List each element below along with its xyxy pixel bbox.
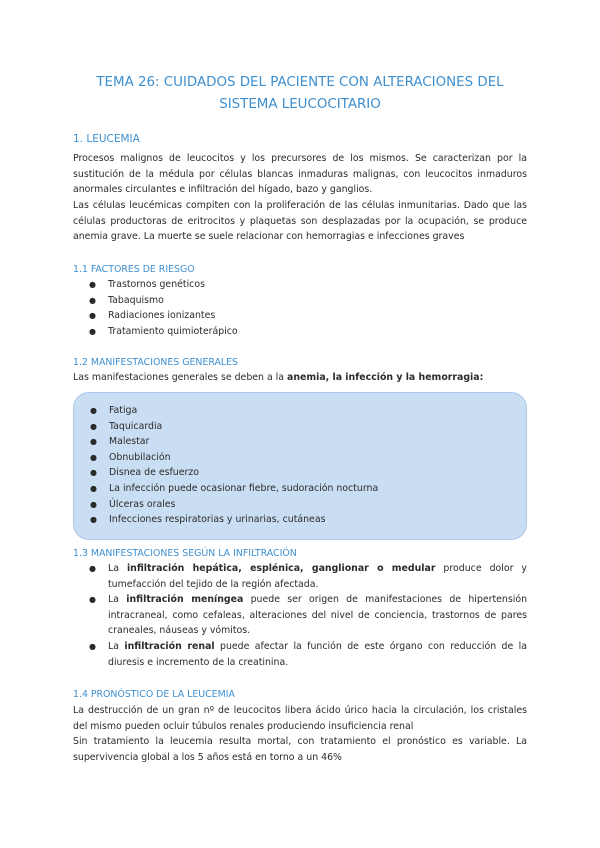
section-heading-factores-riesgo: 1.1 FACTORES DE RIESGO (73, 264, 195, 275)
bullet-icon: ● (90, 499, 97, 509)
title-line-1: TEMA 26: CUIDADOS DEL PACIENTE CON ALTERACIONES DEL (96, 75, 504, 90)
bullet-icon: ● (90, 452, 97, 462)
list-item: ● Fatiga (74, 403, 528, 419)
bullet-icon: ● (90, 406, 97, 415)
section-heading-pronostico: 1.4 PRONÓSTICO DE LA LEUCEMIA (73, 689, 235, 700)
bullet-icon: ● (89, 295, 96, 305)
section-heading-manifestaciones-generales: 1.2 MANIFESTACIONES GENERALES (73, 357, 239, 368)
list-item: ● Úlceras orales (74, 497, 528, 513)
bullet-icon: ● (90, 515, 97, 525)
list-item: ● Tabaquismo (73, 293, 527, 309)
pronostico-paragraph-2: Sin tratamiento la leucemia resulta mortal, con tratamiento el pronóstico es variable. La supervivencia global a los 5 años está en torno a un 46% (73, 736, 527, 763)
bullet-icon: ● (89, 595, 96, 605)
list-item: ● Disnea de esfuerzo (74, 465, 528, 481)
bullet-icon: ● (90, 483, 97, 493)
bullet-icon: ● (90, 468, 97, 478)
pronostico-paragraph-1: La destrucción de un gran nº de leucocitos libera ácido úrico hacia la circulación, los cristales del mismo pueden ocluir túbulos renales produciendo insuficiencia renal (73, 705, 527, 732)
list-item: ● Radiaciones ionizantes (73, 308, 527, 324)
bullet-icon: ● (89, 564, 96, 573)
manifestaciones-list (74, 403, 528, 528)
manifestaciones-box (73, 392, 527, 540)
list-item: ● La infiltración hepática, esplénica, ganglionar o medular produce dolor y tumefacción del tejido de la región afectada. (89, 563, 527, 590)
manifestaciones-intro: Las manifestaciones generales se deben a la anemia, la infección y la hemorragia: (73, 372, 484, 383)
document-title (60, 72, 540, 116)
section-heading-infiltracion: 1.3 MANIFESTACIONES SEGÚN LA INFILTRACIÓN (73, 548, 297, 559)
bullet-icon: ● (90, 421, 97, 431)
list-item: ● Obnubilación (74, 450, 528, 466)
factores-riesgo-list (73, 277, 527, 339)
bullet-icon: ● (89, 326, 96, 336)
list-item: ● La infiltración meníngea puede ser origen de manifestaciones de hipertensión intracraneal, como cefaleas, alteraciones del nivel de conciencia, trastornos de pares craneales, náuseas y vómitos. (89, 594, 528, 637)
bullet-icon: ● (89, 280, 96, 289)
infiltracion-list (73, 561, 527, 670)
bullet-icon: ● (90, 437, 97, 447)
list-item: ● Tratamiento quimioterápico (73, 324, 527, 340)
list-item: ● Infecciones respiratorias y urinarias, cutáneas (74, 512, 528, 528)
leucemia-paragraph-2: Las células leucémicas compiten con la proliferación de las células inmunitarias. Dado que las células productoras de eritrocitos y plaquetas son desplazadas por la ocupación, se produce anemia grave. La muerte se suele relacionar con hemorragias e infecciones graves (73, 200, 527, 243)
list-item: ● Taquicardia (74, 419, 528, 435)
leucemia-paragraph-1: Procesos malignos de leucocitos y los precursores de los mismos. Se caracterizan por la sustitución de la médula por células blancas inmaduras malignas, con leucocitos inmaduros anormales circulantes e infiltración del hígado, bazo y ganglios. (73, 153, 527, 196)
list-item: ● La infiltración renal puede afectar la función de este órgano con reducción de la diuresis e incremento de la creatinina. (89, 640, 527, 668)
list-item: ● Trastornos genéticos (73, 277, 527, 293)
title-line-2: SISTEMA LEUCOCITARIO (219, 97, 381, 112)
list-item: ● La infección puede ocasionar fiebre, sudoración nocturna (74, 481, 528, 497)
bullet-icon: ● (89, 311, 96, 321)
section-heading-leucemia: 1. LEUCEMIA (73, 133, 140, 145)
bullet-icon: ● (89, 641, 96, 651)
list-item: ● Malestar (74, 434, 528, 450)
